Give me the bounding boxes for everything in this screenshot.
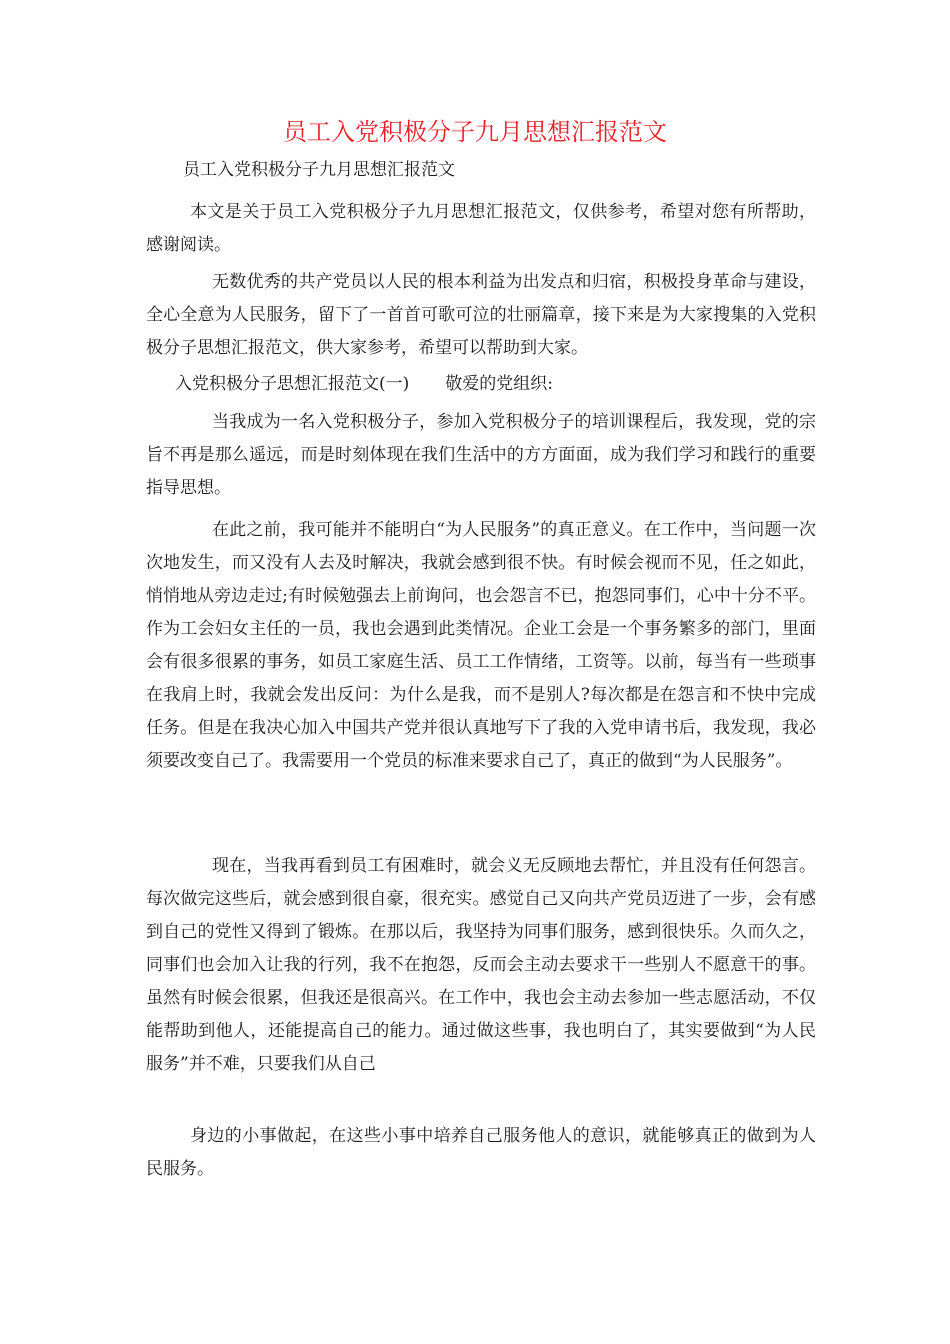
section-heading-line [175, 368, 815, 401]
section-heading: 入党积极分子思想汇报范文(一) [175, 374, 410, 394]
document-subtitle: 员工入党积极分子九月思想汇报范文 [183, 160, 455, 180]
paragraph-4: 当我成为一名入党积极分子，参加入党积极分子的培训课程后，我发现，党的宗旨不再是那么遥远，而是时刻体现在我们生活中的方方面面，成为我们学习和践行的重要指导思想。 [146, 412, 816, 498]
paragraph-6: 现在，当我再看到员工有困难时，就会义无反顾地去帮忙，并且没有任何怨言。每次做完这些后，就会感到很自豪，很充实。感觉自己又向共产党员迈进了一步，会有感到自己的党性又得到了锻炼。在那以后，我坚持为同事们服务，感到很快乐。久而久之，同事们也会加入让我的行列，我不在抱怨，反而会主动去要求干一些别人不愿意干的事。虽然有时候会很累，但我还是很高兴。在工作中，我也会主动去参加一些志愿活动，不仅能帮助到他人，还能提高自己的能力。通过做这些事，我也明白了，其实要做到“为人民服务”并不难，只要我们从自己 [146, 856, 816, 1074]
paragraph-2: 无数优秀的共产党员以人民的根本利益为出发点和归宿，积极投身革命与建设，全心全意为人民服务，留下了一首首可歌可泣的壮丽篇章，接下来是为大家搜集的入党积极分子思想汇报范文，供大家参考，希望可以帮助到大家。 [146, 272, 816, 358]
document-title: 员工入党积极分子九月思想汇报范文 [283, 118, 667, 146]
intro-paragraph: 本文是关于员工入党积极分子九月思想汇报范文，仅供参考，希望对您有所帮助，感谢阅读。 [146, 202, 816, 255]
paragraph-5: 在此之前，我可能并不能明白“为人民服务”的真正意义。在工作中，当问题一次次地发生，而又没有人去及时解决，我就会感到很不快。有时候会视而不见，任之如此，悄悄地从旁边走过;有时候勉强去上前询问，也会怨言不已，抱怨同事们，心中十分不平。作为工会妇女主任的一员，我也会遇到此类情况。企业工会是一个事务繁多的部门，里面会有很多很累的事务，如员工家庭生活、员工工作情绪，工资等。以前，每当有一些琐事在我肩上时，我就会发出反问：为什么是我，而不是别人?每次都是在怨言和不快中完成任务。但是在我决心加入中国共产党并很认真地写下了我的入党申请书后，我发现，我必须要改变自己了。我需要用一个党员的标准来要求自己了，真正的做到“为人民服务”。 [146, 520, 816, 771]
paragraph-7: 身边的小事做起，在这些小事中培养自己服务他人的意识，就能够真正的做到为人民服务。 [146, 1126, 816, 1179]
salutation: 敬爱的党组织: [445, 374, 553, 394]
